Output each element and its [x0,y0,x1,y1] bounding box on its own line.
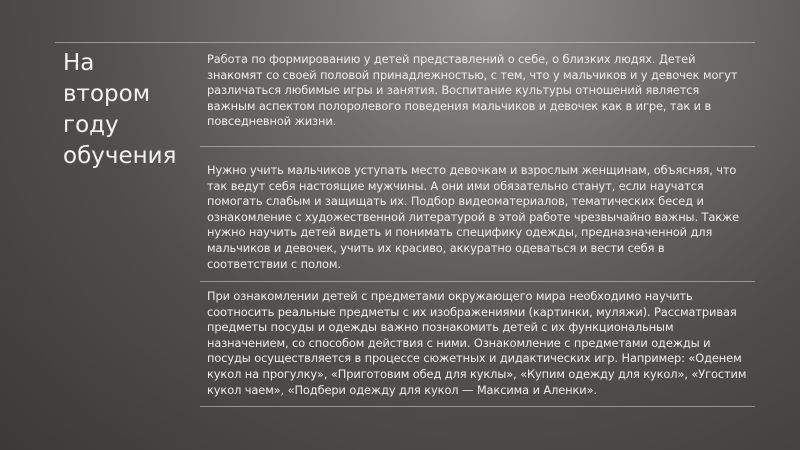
slide-heading: На втором году обучения [63,50,177,169]
top-divider [55,42,755,43]
paragraph-objects: При ознакомлении детей с предметами окружающего мира необходимо научить соотносить реальные предметы с их изображениями (картинки, муляжи). Рассматривая предметы посуды и одежды важно познакомить детей с их функциональным назначением, со способом действия с ними. Ознакомление с предметами одежды и посуды осуществляется в процессе сюжетных и дидактических игр. Например: «Оденем кукол на прогулку», «Приготовим обед для куклы», «Купим одежду для кукол», «Угостим кукол чаем», «Подбери одежду для кукол — Максима и Аленки». [207,289,747,397]
paragraph-divider [200,406,755,407]
paragraph-divider [200,146,755,147]
paragraph-self-awareness: Работа по формированию у детей представлений о себе, о близких людях. Детей знакомят со своей половой принадлежностью, с тем, что у мальчиков и у девочек могут различаться любимые игры и занятия. Воспитание культуры отношений является важным аспектом полоролевого поведения мальчиков и девочек как в игре, так и в повседневной жизни. [207,52,738,129]
paragraph-behavior: Нужно учить мальчиков уступать место девочкам и взрослым женщинам, объясняя, что так ведут себя настоящие мужчины. А они ими обязательно станут, если научатся помогать слабым и защищать их. Подбор видеоматериалов, тематических бесед и ознакомление с художественной литературой в этой работе чрезвычайно важны. Также нужно научить детей видеть и понимать специфику одежды, предназначенной для мальчиков и девочек, учить их красиво, аккуратно одеваться и вести себя в соответствии с полом. [207,163,740,271]
paragraph-divider [200,281,755,282]
